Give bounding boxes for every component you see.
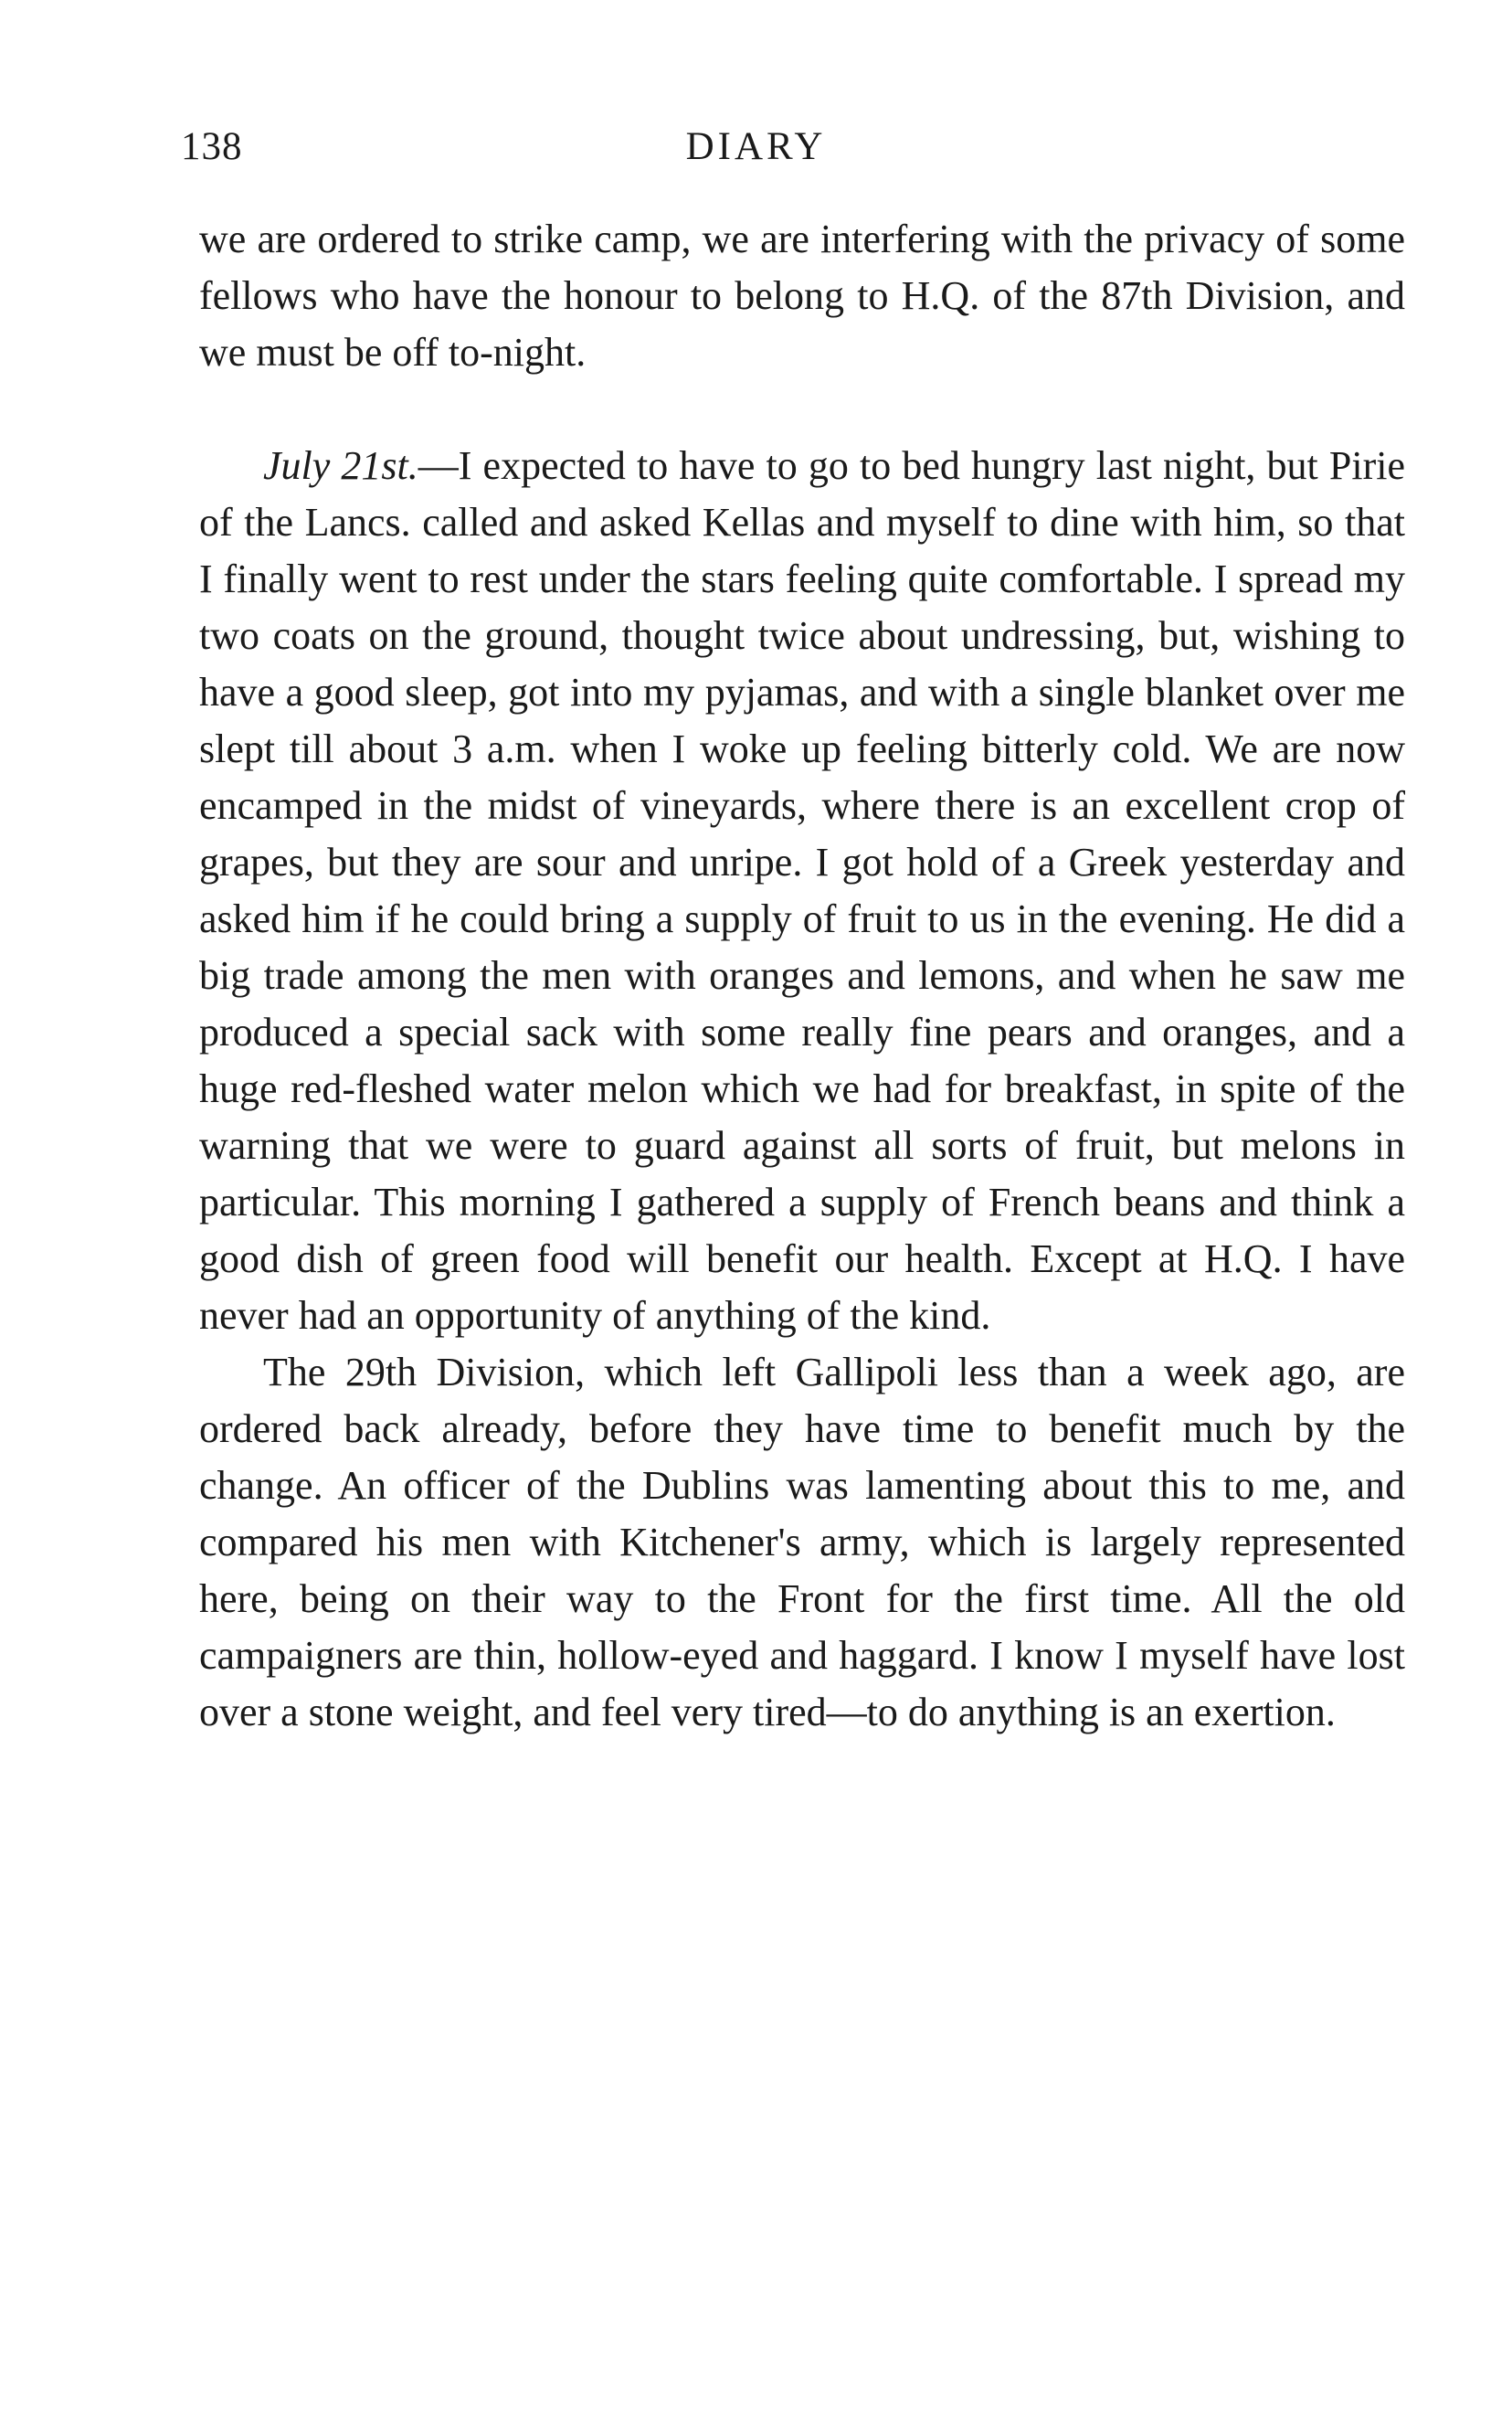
page-number: 138	[181, 125, 243, 168]
entry-text: —I expected to have to go to bed hungry last night, but Pirie of the Lancs. called and asked Kellas and myself to dine with him, so that I finally went to rest under the stars feeling quite comfortable. I spread my two coats on the ground, thought twice about undressing, but, wishing to have a good sleep, got into my pyjamas, and with a single blanket over me slept till about 3 a.m. when I woke up feeling bitterly cold. We are now encamped in the midst of vineyards, where there is an excellent crop of grapes, but they are sour and unripe. I got hold of a Greek yesterday and asked him if he could bring a supply of fruit to us in the evening. He did a big trade among the men with oranges and lemons, and when he saw me produced a special sack with some really fine pears and oranges, and a huge red-fleshed water melon which we had for breakfast, in spite of the warning that we were to guard against all sorts of fruit, but melons in particular. This morning I gathered a supply of French beans and think a good dish of green food will benefit our health. Except at H.Q. I have never had an opportunity of anything of the kind.	[199, 443, 1405, 1338]
paragraph: The 29th Division, which left Gallipoli less than a week ago, are ordered back already, before they have time to benefit much by the change. An officer of the Dublins was lamenting about this to me, and compared his men with Kitchener's army, which is largely represented here, being on their way to the Front for the first time. All the old campaigners are thin, hollow-eyed and haggard. I know I myself have lost over a stone weight, and feel very tired—to do anything is an exertion.	[199, 1350, 1405, 1734]
paragraph-continuation: we are ordered to strike camp, we are interfering with the privacy of some fellows who have the honour to belong to H.Q. of the 87th Division, and we must be off to-night.	[199, 217, 1405, 375]
diary-entry-paragraph	[199, 438, 1405, 1344]
body-text	[199, 211, 1405, 1741]
entry-date: July 21st.	[263, 443, 418, 488]
running-title: DIARY	[685, 125, 827, 168]
